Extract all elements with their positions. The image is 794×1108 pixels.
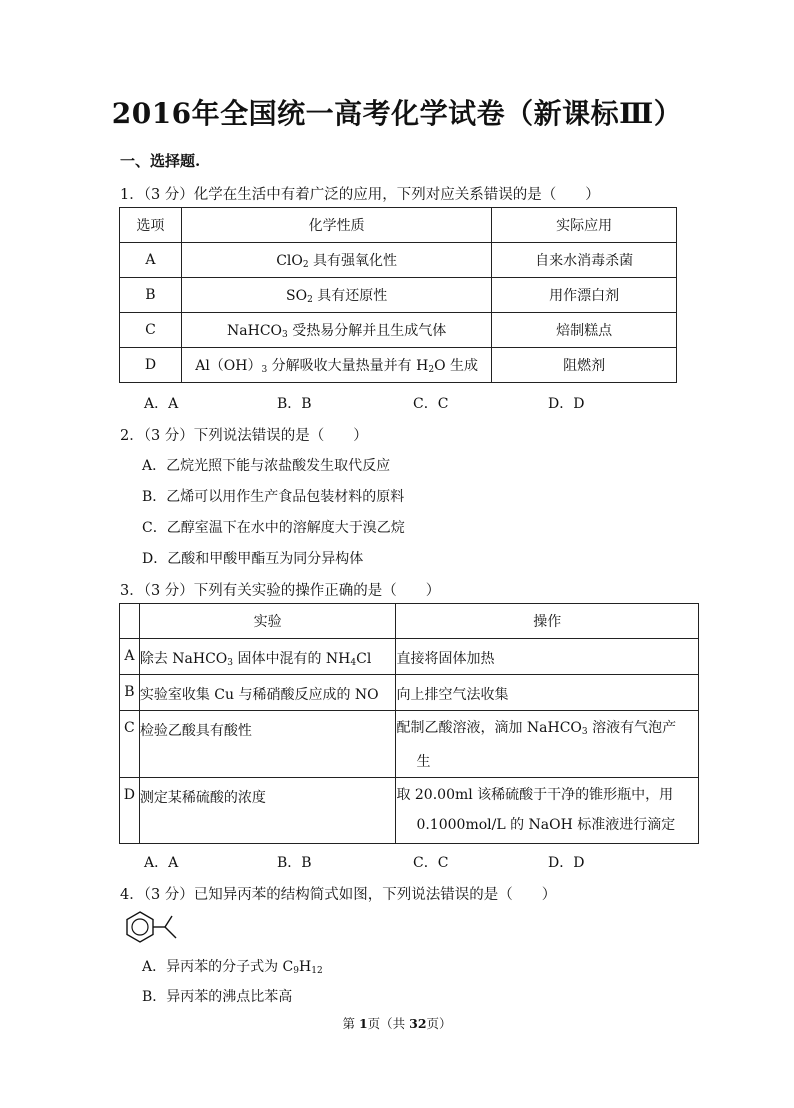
- table-row: [120, 711, 699, 778]
- choice-b[interactable]: B．B: [277, 855, 312, 871]
- question-2-option-c[interactable]: C．乙醇室温下在水中的溶解度大于溴乙烷: [142, 520, 405, 536]
- question-3-choices: [144, 852, 684, 870]
- choice-a[interactable]: A．A: [144, 855, 179, 871]
- option-cell: B: [120, 278, 182, 313]
- table-header-row: [120, 208, 677, 243]
- question-2-option-a[interactable]: A．乙烷光照下能与浓盐酸发生取代反应: [142, 458, 391, 474]
- experiment-cell: 检验乙酸具有酸性: [139, 711, 396, 778]
- page-footer: 第 1页（共 32页）: [342, 1016, 452, 1031]
- table-row: [120, 313, 677, 348]
- choice-d[interactable]: D．D: [548, 855, 585, 871]
- table-row: [120, 675, 699, 711]
- option-cell: C: [120, 711, 140, 778]
- experiment-cell: 除去 NaHCO$_3$ 固体中混有的 $NH_4Cl$: [139, 639, 396, 675]
- property-cell: $Al(OH)_3$ 分解吸收大量热量并有 $H_2O$ 生成: [181, 348, 491, 383]
- header-cell: [120, 604, 140, 639]
- operation-cell: 向上排空气法收集: [396, 675, 699, 711]
- choice-a[interactable]: A．A: [144, 396, 179, 412]
- header-cell: 实验: [139, 604, 396, 639]
- table-row: [120, 639, 699, 675]
- current-page-number: 1: [358, 1016, 368, 1031]
- question-4-option-b[interactable]: B．异丙苯的沸点比苯高: [142, 989, 293, 1005]
- option-cell: D: [120, 778, 140, 844]
- option-cell: D: [120, 348, 182, 383]
- question-1-choices: [144, 393, 684, 411]
- header-cell: 操作: [396, 604, 699, 639]
- application-cell: 阻燃剂: [492, 348, 677, 383]
- question-2-option-d[interactable]: D．乙酸和甲酸甲酯互为同分异构体: [142, 551, 364, 567]
- operation-cell: 取 20.00ml 该稀硫酸于干净的锥形瓶中，用 0.1000mol/L 的 NaOH 标准液进行滴定: [396, 778, 699, 844]
- option-cell: A: [120, 243, 182, 278]
- question-3-table: [119, 603, 699, 844]
- question-1-stem: 1．（3 分）化学在生活中有着广泛的应用，下列对应关系错误的是（ ）: [120, 187, 600, 203]
- header-cell: 化学性质: [181, 208, 491, 243]
- property-cell: $SO_2$ 具有还原性: [181, 278, 491, 313]
- header-cell: 实际应用: [492, 208, 677, 243]
- document-title: 2016年全国统一高考化学试卷（新课标Ⅲ）: [111, 97, 683, 130]
- choice-c[interactable]: C．C: [413, 855, 449, 871]
- total-page-count: 32: [409, 1016, 427, 1031]
- option-cell: C: [120, 313, 182, 348]
- table-header-row: [120, 604, 699, 639]
- experiment-cell: 测定某稀硫酸的浓度: [139, 778, 396, 844]
- question-3-stem: 3．（3 分）下列有关实验的操作正确的是（ ）: [120, 583, 441, 599]
- choice-d[interactable]: D．D: [548, 396, 585, 412]
- application-cell: 用作漂白剂: [492, 278, 677, 313]
- question-2-option-b[interactable]: B．乙烯可以用作生产食品包装材料的原料: [142, 489, 405, 505]
- operation-cell: 直接将固体加热: [396, 639, 699, 675]
- application-cell: 自来水消毒杀菌: [492, 243, 677, 278]
- choice-c[interactable]: C．C: [413, 396, 449, 412]
- option-cell: A: [120, 639, 140, 675]
- table-row: [120, 278, 677, 313]
- property-cell: NaHCO$_3$ 受热易分解并且生成气体: [181, 313, 491, 348]
- question-1-table: [119, 207, 677, 383]
- choice-b[interactable]: B．B: [277, 396, 312, 412]
- section-heading: 一、选择题.: [120, 152, 201, 170]
- question-4-option-a[interactable]: A．异丙苯的分子式为 $C_9H_{12}$: [142, 959, 323, 976]
- property-cell: ClO$_2$ 具有强氧化性: [181, 243, 491, 278]
- table-row: [120, 348, 677, 383]
- option-cell: B: [120, 675, 140, 711]
- application-cell: 焙制糕点: [492, 313, 677, 348]
- header-cell: 选项: [120, 208, 182, 243]
- isopropylbenzene-structure-figure: [120, 908, 184, 948]
- operation-cell: 配制乙酸溶液，滴加 NaHCO$_3$ 溶液有气泡产 生: [396, 711, 699, 778]
- table-row: [120, 778, 699, 844]
- question-4-stem: 4．（3 分）已知异丙苯的结构简式如图，下列说法错误的是（ ）: [120, 887, 557, 903]
- table-row: [120, 243, 677, 278]
- experiment-cell: 实验室收集 Cu 与稀硝酸反应成的 NO: [139, 675, 396, 711]
- question-2-stem: 2．（3 分）下列说法错误的是（ ）: [120, 428, 368, 444]
